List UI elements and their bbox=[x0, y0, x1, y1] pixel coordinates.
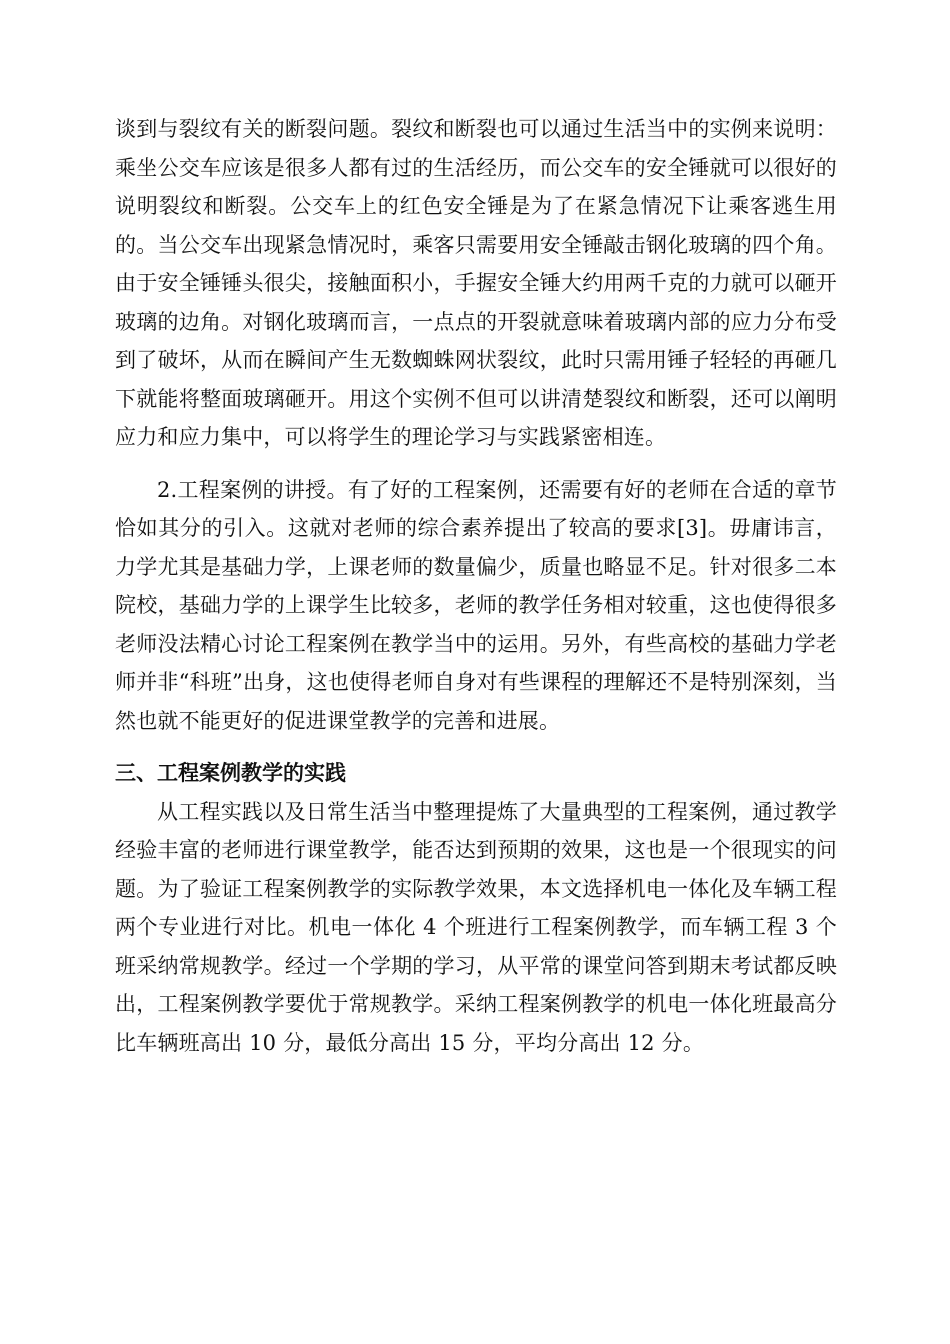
section-heading: 三、工程案例教学的实践 bbox=[115, 761, 346, 785]
paragraph-case-teaching: 2.工程案例的讲授。有了好的工程案例，还需要有好的老师在合适的章节恰如其分的引入。这就对老师的综合素养提出了较高的要求[3]。毋庸讳言，力学尤其是基础力学，上课老师的数量偏少，质量也略显不足。针对很多二本院校，基础力学的上课学生比较多，老师的教学任务相对较重，这也使得很多老师没法精心讨论工程案例在教学当中的运用。另外，有些高校的基础力学老师并非“科班”出身，这也使得老师自身对有些课程的理解还不是特别深刻，当然也就不能更好的促进课堂教学的完善和进展。 bbox=[115, 477, 837, 733]
paragraph-case-practice: 从工程实践以及日常生活当中整理提炼了大量典型的工程案例，通过教学经验丰富的老师进行课堂教学，能否达到预期的效果，这也是一个很现实的问题。为了验证工程案例教学的实际教学效果，本文选择机电一体化及车辆工程两个专业进行对比。机电一体化 4 个班进行工程案例教学，而车辆工程 3 个班采纳常规教学。经过一个学期的学习，从平常的课堂问答到期末考试都反映出，工程案例教学要优于常规教学。采纳工程案例教学的机电一体化班最高分比车辆班高出 10 分，最低分高出 15 分，平均分高出 12 分。 bbox=[115, 799, 837, 1055]
document-page bbox=[115, 110, 837, 1062]
paragraph-crack-fracture-example: 谈到与裂纹有关的断裂问题。裂纹和断裂也可以通过生活当中的实例来说明：乘坐公交车应该是很多人都有过的生活经历，而公交车的安全锤就可以很好的说明裂纹和断裂。公交车上的红色安全锤是为了在紧急情况下让乘客逃生用的。当公交车出现紧急情况时，乘客只需要用安全锤敲击钢化玻璃的四个角。由于安全锤锤头很尖，接触面积小，手握安全锤大约用两千克的力就可以砸开玻璃的边角。对钢化玻璃而言，一点点的开裂就意味着玻璃内部的应力分布受到了破坏，从而在瞬间产生无数蜘蛛网状裂纹，此时只需用锤子轻轻的再砸几下就能将整面玻璃砸开。用这个实例不但可以讲清楚裂纹和断裂，还可以阐明应力和应力集中，可以将学生的理论学习与实践紧密相连。 bbox=[115, 117, 837, 449]
